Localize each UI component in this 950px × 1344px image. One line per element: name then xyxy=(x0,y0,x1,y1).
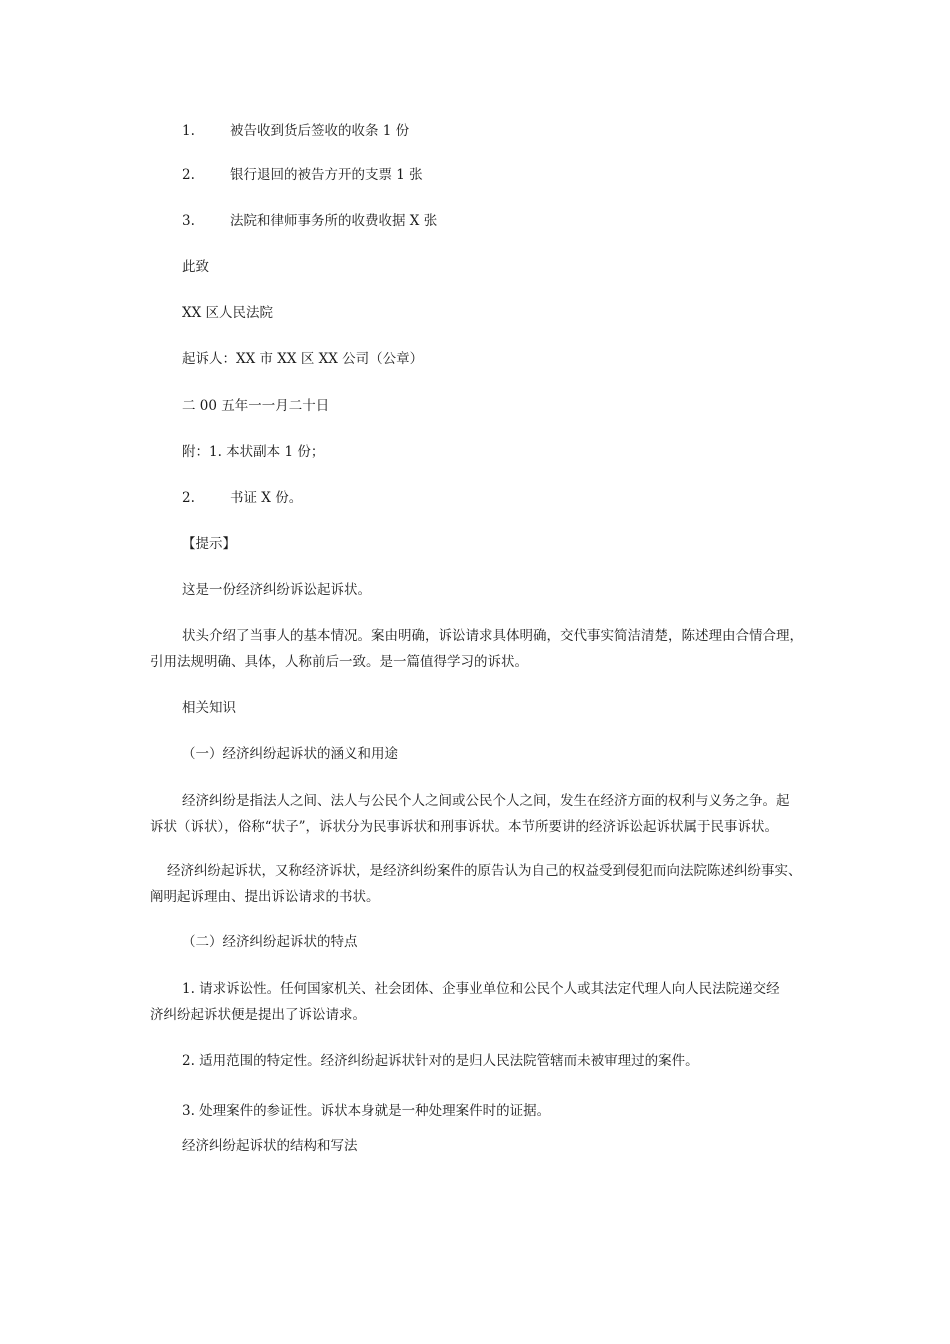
section-1-heading: （一）经济纠纷起诉状的涵义和用途 xyxy=(182,746,398,762)
section-3-heading: 经济纠纷起诉状的结构和写法 xyxy=(182,1138,358,1154)
appendix-text: 书证 X 份。 xyxy=(230,490,303,506)
related-knowledge-heading: 相关知识 xyxy=(182,700,236,716)
feature-1-line-1: 1. 请求诉讼性。任何国家机关、社会团体、企事业单位和公民个人或其法定代理人向人民法院递交经 xyxy=(182,981,780,997)
paragraph-2-line-2: 阐明起诉理由、提出诉讼请求的书状。 xyxy=(150,889,380,905)
section-2-heading: （二）经济纠纷起诉状的特点 xyxy=(182,934,358,950)
appendix-item-1: 附：1. 本状副本 1 份； xyxy=(182,444,325,460)
appendix-number: 2. xyxy=(182,490,195,506)
attachment-text: 银行退回的被告方开的支票 1 张 xyxy=(230,167,423,183)
tip-paragraph-2-line-2: 引用法规明确、具体，人称前后一致。是一篇值得学习的诉状。 xyxy=(150,654,528,670)
feature-3: 3. 处理案件的参证性。诉状本身就是一种处理案件时的证据。 xyxy=(182,1103,551,1119)
attachment-text: 被告收到货后签收的收条 1 份 xyxy=(230,123,410,139)
tip-heading: 【提示】 xyxy=(182,536,236,552)
attachment-text: 法院和律师事务所的收费收据 X 张 xyxy=(230,213,438,229)
closing-salutation: 此致 xyxy=(182,259,209,275)
paragraph-1-line-1: 经济纠纷是指法人之间、法人与公民个人之间或公民个人之间，发生在经济方面的权利与义务之争。起 xyxy=(182,793,790,809)
plaintiff-signature: 起诉人：XX 市 XX 区 XX 公司（公章） xyxy=(182,351,424,367)
feature-2: 2. 适用范围的特定性。经济纠纷起诉状针对的是归人民法院管辖而未被审理过的案件。 xyxy=(182,1053,699,1069)
document-date: 二 00 五年一一月二十日 xyxy=(182,398,330,414)
attachment-number: 3. xyxy=(182,213,195,229)
paragraph-2-line-1: 经济纠纷起诉状，又称经济诉状，是经济纠纷案件的原告认为自己的权益受到侵犯而向法院陈述纠纷事实、 xyxy=(167,863,802,879)
feature-1-line-2: 济纠纷起诉状便是提出了诉讼请求。 xyxy=(150,1007,366,1023)
tip-paragraph-1: 这是一份经济纠纷诉讼起诉状。 xyxy=(182,582,371,598)
court-name: XX 区人民法院 xyxy=(182,305,274,321)
attachment-number: 2. xyxy=(182,167,195,183)
attachment-number: 1. xyxy=(182,123,195,139)
tip-paragraph-2-line-1: 状头介绍了当事人的基本情况。案由明确，诉讼请求具体明确，交代事实简洁清楚，陈述理由合情合理， xyxy=(182,628,803,644)
paragraph-1-line-2: 诉状（诉状），俗称“状子”，诉状分为民事诉状和刑事诉状。本节所要讲的经济诉讼起诉状属于民事诉状。 xyxy=(150,819,779,835)
